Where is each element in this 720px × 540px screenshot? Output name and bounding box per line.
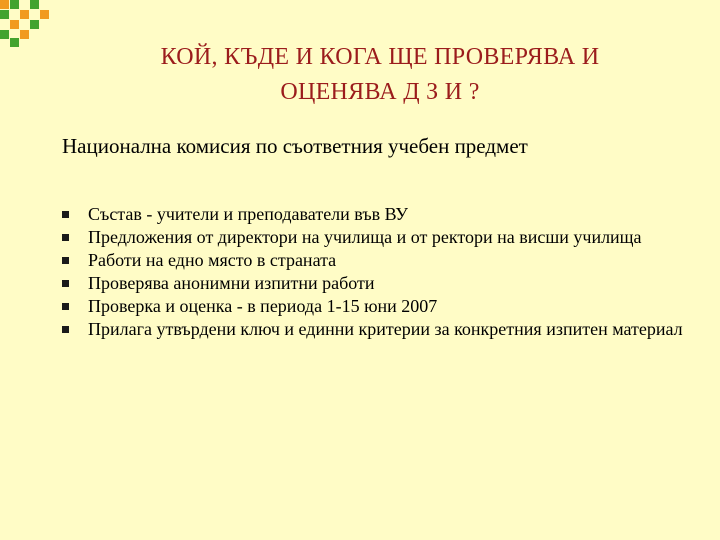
bullet-item — [62, 249, 702, 272]
square-bullet-icon — [62, 257, 69, 264]
bullet-item — [62, 272, 702, 295]
bullet-text: Предложения от директори на училища и от ректори на висши училища — [88, 227, 642, 247]
square-bullet-icon — [62, 211, 69, 218]
bullet-text: Прилага утвърдени ключ и единни критерии за конкретния изпитен материал — [88, 319, 683, 339]
square-bullet-icon — [62, 303, 69, 310]
bullet-item — [62, 318, 702, 341]
bullet-text: Проверка и оценка - в периода 1-15 юни 2007 — [88, 296, 438, 316]
slide-title — [60, 40, 700, 110]
checkerboard-decoration-icon — [0, 0, 60, 48]
bullet-text: Работи на едно място в страната — [88, 250, 337, 270]
square-bullet-icon — [62, 326, 69, 333]
bullet-item — [62, 226, 702, 249]
bullet-item — [62, 203, 702, 226]
bullet-text: Проверява анонимни изпитни работи — [88, 273, 375, 293]
bullet-item — [62, 295, 702, 318]
slide-subtitle: Национална комисия по съответния учебен предмет — [62, 134, 528, 158]
bullet-list — [62, 203, 702, 341]
square-bullet-icon — [62, 280, 69, 287]
bullet-text: Състав - учители и преподаватели във ВУ — [88, 204, 408, 224]
square-bullet-icon — [62, 234, 69, 241]
title-line-2: ОЦЕНЯВА Д З И ? — [280, 79, 480, 105]
title-line-1: КОЙ, КЪДЕ И КОГА ЩЕ ПРОВЕРЯВА И — [160, 44, 600, 70]
